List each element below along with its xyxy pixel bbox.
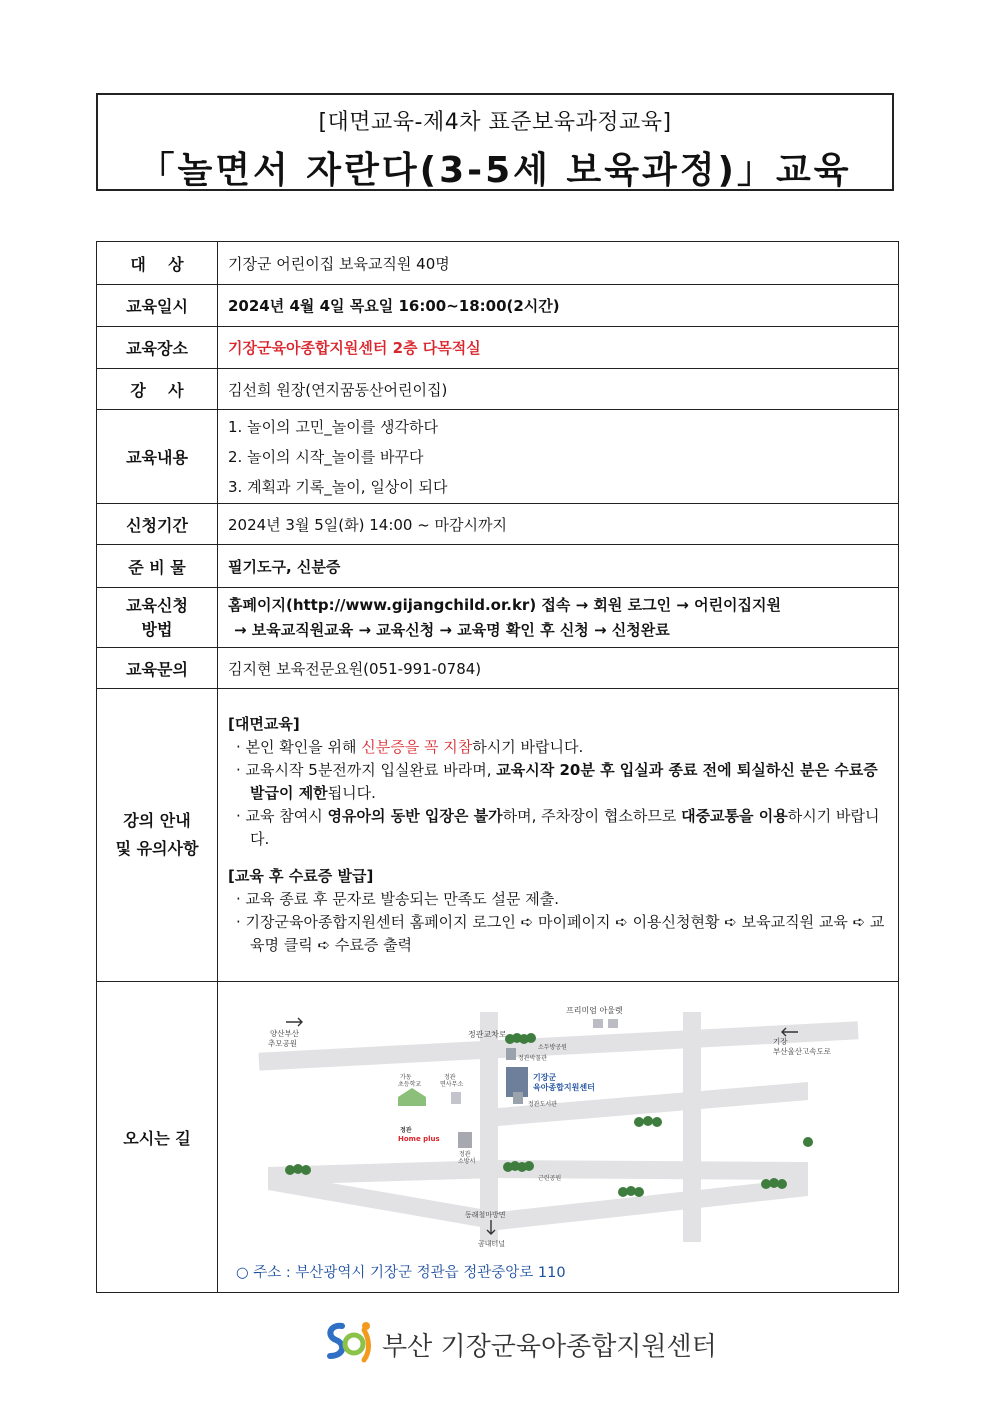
label-prep: 준 비 물 bbox=[97, 545, 218, 588]
label-directions: 오시는 길 bbox=[97, 982, 218, 1293]
notice-item: · 교육 참여시 영유아의 동반 입장은 불가하며, 주차장이 협소하므로 대중교통을 이용하시기 바랍니다. bbox=[236, 807, 880, 848]
notice-heading: [교육 후 수료증 발급] bbox=[228, 867, 374, 885]
notice-text: 하며, 주차장이 협소하므로 bbox=[502, 807, 682, 825]
label-notice-1: 강의 안내 bbox=[123, 811, 191, 830]
row-inquiry bbox=[97, 648, 899, 689]
row-datetime bbox=[97, 285, 899, 327]
footer-logo-text: 부산 기장군육아종합지원센터 bbox=[382, 1332, 717, 1362]
school-icon bbox=[398, 1088, 426, 1106]
label-apply-method-1: 교육신청 bbox=[126, 595, 188, 615]
footer-logo bbox=[320, 1318, 717, 1366]
apply-method-line: 홈페이지(http://www.gijangchild.or.kr) 접속 → 회원 로그인 → 어린이집지원 bbox=[228, 595, 782, 614]
svg-text:소두방공원: 소두방공원 bbox=[538, 1044, 567, 1051]
svg-text:육아종합지원센터: 육아종합지원센터 bbox=[533, 1083, 595, 1092]
notice-text: 하시기 바랍니다. bbox=[250, 807, 880, 848]
content-item: 2. 놀이의 시작_놀이를 바꾸다 bbox=[228, 447, 424, 466]
value-inquiry: 김지현 보육전문요원(051-991-0784) bbox=[218, 648, 899, 689]
svg-text:동래철마방면: 동래철마방면 bbox=[465, 1211, 506, 1219]
notice-item: · 본인 확인을 위해 신분증을 꼭 지참하시기 바랍니다. bbox=[236, 738, 584, 756]
svg-text:기장: 기장 bbox=[773, 1037, 788, 1046]
label-target: 대 상 bbox=[97, 242, 218, 285]
notice-heading: [대면교육] bbox=[228, 715, 300, 733]
building-icon bbox=[506, 1048, 516, 1060]
label-apply-method bbox=[97, 588, 218, 648]
info-table bbox=[96, 241, 899, 1293]
svg-text:정관박물관: 정관박물관 bbox=[518, 1055, 547, 1062]
label-lecturer: 강 사 bbox=[97, 369, 218, 410]
svg-text:정관: 정관 bbox=[444, 1074, 456, 1081]
svg-text:프리미엄 아울렛: 프리미엄 아울렛 bbox=[566, 1006, 623, 1015]
outlet-icon bbox=[593, 1019, 603, 1028]
row-place bbox=[97, 327, 899, 369]
apply-method-line: → 보육교직원교육 → 교육신청 → 교육명 확인 후 신청 → 신청완료 bbox=[234, 620, 670, 639]
notice-text: 교육 종료 후 문자로 발송되는 만족도 설문 제출. bbox=[245, 890, 560, 908]
address: ○ 주소 : 부산광역시 기장군 정관읍 정관중앙로 110 bbox=[236, 1265, 566, 1281]
value-apply-period: 2024년 3월 5일(화) 14:00 ~ 마감시까지 bbox=[218, 504, 899, 545]
value-content bbox=[218, 410, 899, 504]
svg-text:가동: 가동 bbox=[400, 1074, 412, 1081]
svg-text:정관: 정관 bbox=[459, 1151, 471, 1158]
notice-item: · 기장군육아종합지원센터 홈페이지 로그인 ➪ 마이페이지 ➪ 이용신청현황 ➪ 보육교직원 교육 ➪ 교육명 클릭 ➪ 수료증 출력 bbox=[236, 913, 885, 954]
svg-text:부산울산고속도로: 부산울산고속도로 bbox=[773, 1047, 831, 1056]
row-prep bbox=[97, 545, 899, 588]
value-directions bbox=[218, 982, 899, 1293]
row-target bbox=[97, 242, 899, 285]
row-apply-period bbox=[97, 504, 899, 545]
notice-bold-text: 영유아의 동반 입장은 불가 bbox=[327, 807, 503, 825]
value-notice bbox=[218, 689, 899, 982]
label-inquiry: 교육문의 bbox=[97, 648, 218, 689]
value-prep: 필기도구, 신분증 bbox=[218, 545, 899, 588]
svg-text:정관도서관: 정관도서관 bbox=[528, 1101, 557, 1108]
label-apply-period: 신청기간 bbox=[97, 504, 218, 545]
notice-text: 하시기 바랍니다. bbox=[472, 738, 584, 756]
label-datetime: 교육일시 bbox=[97, 285, 218, 327]
building-icon bbox=[513, 1092, 523, 1104]
map-image bbox=[218, 982, 899, 1292]
value-datetime: 2024년 4월 4일 목요일 16:00~18:00(2시간) bbox=[218, 285, 899, 327]
title-box bbox=[96, 93, 894, 191]
svg-text:초등학교: 초등학교 bbox=[398, 1081, 422, 1088]
building-icon bbox=[458, 1132, 472, 1148]
row-directions bbox=[97, 982, 899, 1293]
notice-red-text: 신분증을 꼭 지참 bbox=[361, 738, 473, 756]
row-apply-method bbox=[97, 588, 899, 648]
svg-text:면사무소: 면사무소 bbox=[440, 1081, 464, 1088]
svg-text:정관: 정관 bbox=[400, 1127, 412, 1134]
svg-text:Home plus: Home plus bbox=[398, 1135, 440, 1143]
row-notice bbox=[97, 689, 899, 982]
subtitle: [대면교육-제4차 표준보육과정교육] bbox=[318, 110, 672, 135]
page-title: 「놀면서 자란다(3-5세 보육과정)」교육 bbox=[138, 150, 852, 191]
outlet-icon bbox=[608, 1019, 618, 1028]
value-target: 기장군 어린이집 보육교직원 40명 bbox=[218, 242, 899, 285]
row-content bbox=[97, 410, 899, 504]
notice-item: · 교육시작 5분전까지 입실완료 바라며, 교육시작 20분 후 입실과 종료 전에 퇴실하신 분은 수료증 발급이 제한됩니다. bbox=[236, 761, 878, 802]
label-apply-method-2: 방법 bbox=[141, 619, 173, 639]
svg-text:추모공원: 추모공원 bbox=[268, 1039, 297, 1048]
notice-text: 기장군육아종합지원센터 홈페이지 로그인 ➪ 마이페이지 ➪ 이용신청현황 ➪ 보육교직원 교육 ➪ 교육명 클릭 ➪ 수료증 출력 bbox=[245, 913, 885, 954]
center-logo-icon bbox=[320, 1318, 378, 1366]
svg-text:곰내터널: 곰내터널 bbox=[478, 1240, 506, 1248]
value-lecturer: 김선희 원장(연지꿈동산어린이집) bbox=[218, 369, 899, 410]
notice-bold-text: 교육시작 20분 후 입실과 종료 전에 퇴실하신 분은 수료증 발급이 제한 bbox=[250, 761, 878, 802]
label-notice-2: 및 유의사항 bbox=[115, 839, 199, 858]
label-notice bbox=[97, 689, 218, 982]
row-lecturer bbox=[97, 369, 899, 410]
label-place: 교육장소 bbox=[97, 327, 218, 369]
svg-text:양산부산: 양산부산 bbox=[270, 1029, 299, 1038]
map-area bbox=[218, 982, 898, 1292]
notice-item: · 교육 종료 후 문자로 발송되는 만족도 설문 제출. bbox=[236, 890, 560, 908]
building-icon bbox=[451, 1092, 461, 1104]
svg-text:정관교차로: 정관교차로 bbox=[468, 1030, 507, 1039]
svg-text:소방서: 소방서 bbox=[458, 1158, 476, 1165]
value-apply-method bbox=[218, 588, 899, 648]
svg-text:기장군: 기장군 bbox=[533, 1073, 557, 1082]
svg-text:근린공원: 근린공원 bbox=[538, 1175, 562, 1182]
notice-text: 교육 참여시 bbox=[245, 807, 328, 825]
label-content: 교육내용 bbox=[97, 410, 218, 504]
notice-bold-text: 대중교통을 이용 bbox=[681, 807, 788, 825]
value-place: 기장군육아종합지원센터 2층 다목적실 bbox=[218, 327, 899, 369]
notice-text: 본인 확인을 위해 bbox=[245, 738, 362, 756]
content-item: 1. 놀이의 고민_놀이를 생각하다 bbox=[228, 417, 438, 436]
notice-text: 됩니다. bbox=[327, 784, 376, 802]
notice-text: 교육시작 5분전까지 입실완료 바라며, bbox=[245, 761, 497, 779]
content-item: 3. 계획과 기록_놀이, 일상이 되다 bbox=[228, 477, 448, 496]
